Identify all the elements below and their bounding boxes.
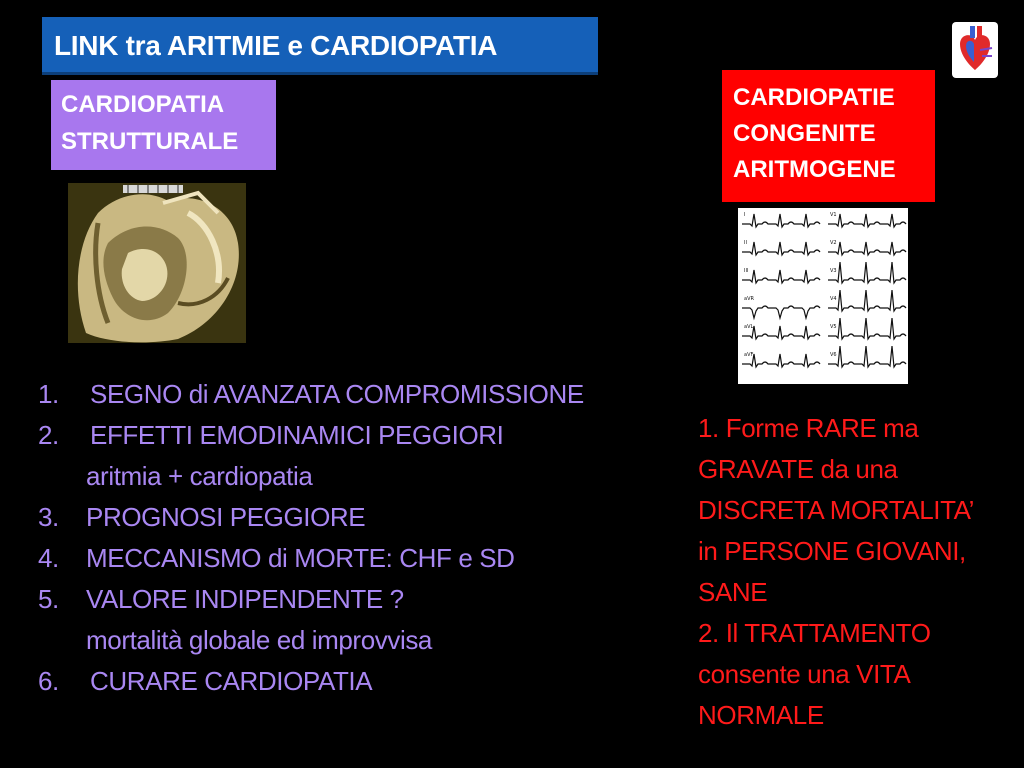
list-item xyxy=(38,415,584,456)
ecg-lead-label: aVF xyxy=(744,352,754,358)
ecg-tracing-image xyxy=(738,208,908,384)
ecg-lead-label: V1 xyxy=(830,212,837,218)
item-text: MECCANISMO di MORTE: CHF e SD xyxy=(86,543,515,573)
item-number: 6. xyxy=(38,666,59,696)
list-subitem: aritmia + cardiopatia xyxy=(86,461,313,491)
text-line: GRAVATE da una xyxy=(698,454,898,484)
anatomical-heart-icon xyxy=(952,22,998,78)
text-line: in PERSONE GIOVANI, xyxy=(698,536,966,566)
ecg-lead-label: V6 xyxy=(830,352,837,358)
list-item xyxy=(38,579,584,620)
text-line: NORMALE xyxy=(698,700,824,730)
structural-disease-points xyxy=(38,374,584,702)
item-number: 2. xyxy=(38,420,59,450)
heart-specimen-image xyxy=(68,183,246,343)
text-line: consente una VITA xyxy=(698,659,911,689)
list-item xyxy=(38,497,584,538)
congenital-disease-points xyxy=(698,408,1018,736)
list-subitem: mortalità globale ed improvvisa xyxy=(86,625,432,655)
structural-heart-disease-label xyxy=(51,80,276,170)
item-text: VALORE INDIPENDENTE ? xyxy=(86,584,404,614)
label-line: CARDIOPATIE xyxy=(733,84,895,111)
label-line: CONGENITE xyxy=(733,120,876,147)
list-item xyxy=(38,374,584,415)
ecg-lead-label: V5 xyxy=(830,324,837,330)
ecg-lead-label: II xyxy=(744,240,747,246)
text-line: DISCRETA MORTALITA’ xyxy=(698,495,975,525)
ecg-lead-label: aVL xyxy=(744,324,754,330)
ecg-lead-label: V4 xyxy=(830,296,837,302)
item-number: 5. xyxy=(38,584,59,614)
text-line: 2. Il TRATTAMENTO xyxy=(698,618,931,648)
ecg-lead-label: V2 xyxy=(830,240,837,246)
text-line: 1. Forme RARE ma xyxy=(698,413,919,443)
item-text: PROGNOSI PEGGIORE xyxy=(86,502,366,532)
item-text: CURARE CARDIOPATIA xyxy=(90,666,373,696)
item-number: 4. xyxy=(38,543,59,573)
slide-title: LINK tra ARITMIE e CARDIOPATIA xyxy=(42,17,598,75)
ecg-lead-label: aVR xyxy=(744,296,754,302)
text-line: SANE xyxy=(698,577,768,607)
item-text: SEGNO di AVANZATA COMPROMISSIONE xyxy=(90,379,584,409)
list-item xyxy=(38,661,584,702)
ecg-lead-label: I xyxy=(744,212,746,218)
list-item xyxy=(38,538,584,579)
item-text: EFFETTI EMODINAMICI PEGGIORI xyxy=(90,420,504,450)
congenital-arrhythmogenic-label xyxy=(722,70,935,202)
label-line: CARDIOPATIA xyxy=(61,91,225,118)
item-number: 3. xyxy=(38,502,59,532)
label-line: STRUTTURALE xyxy=(61,128,239,155)
ecg-lead-label: III xyxy=(744,268,749,274)
ecg-lead-label: V3 xyxy=(830,268,837,274)
item-number: 1. xyxy=(38,379,59,409)
label-line: ARITMOGENE xyxy=(733,156,896,183)
